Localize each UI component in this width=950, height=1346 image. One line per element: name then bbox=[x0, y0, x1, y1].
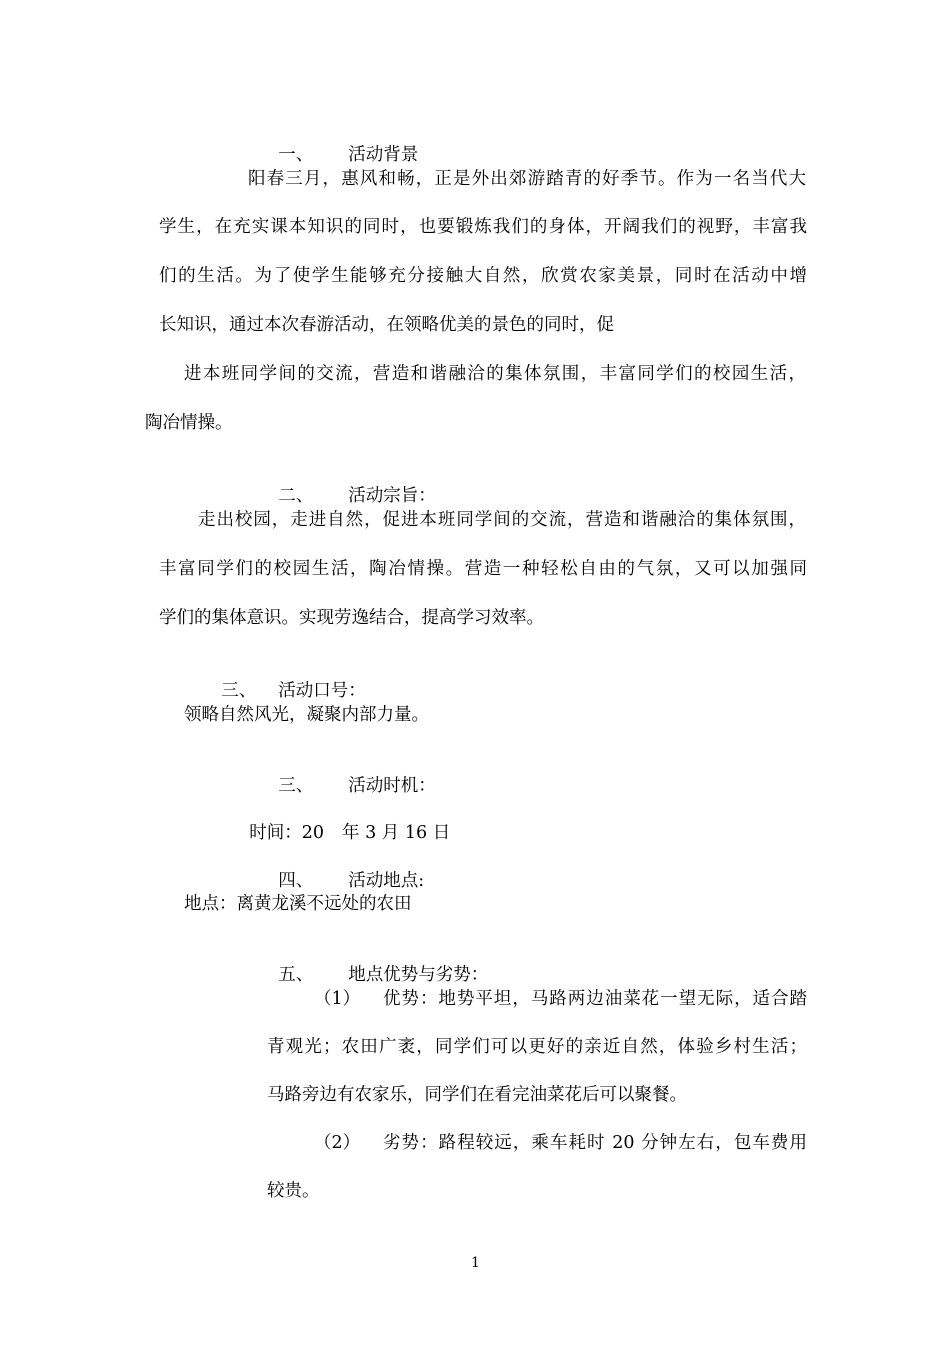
paragraph-line: 学生，在充实课本知识的同时，也要锻炼我们的身体，开阔我们的视野，丰富我 bbox=[159, 217, 807, 237]
list-item-line: 青观光；农田广袤，同学们可以更好的亲近自然，体验乡村生活； bbox=[267, 1037, 807, 1057]
section-title: 活动背景 bbox=[348, 145, 419, 165]
page-number: 1 bbox=[471, 1255, 480, 1271]
paragraph-line: 陶冶情操。 bbox=[145, 413, 233, 433]
paragraph-line: 丰富同学们的校园生活，陶冶情操。营造一种轻松自由的气氛，又可以加强同 bbox=[159, 559, 807, 579]
list-marker: （2） bbox=[314, 1133, 361, 1153]
date-year-prefix: 20 bbox=[301, 823, 325, 843]
paragraph-line: 学们的集体意识。实现劳逸结合，提高学习效率。 bbox=[159, 608, 544, 628]
paragraph-line: 长知识，通过本次春游活动，在领略优美的景色的同时，促 bbox=[159, 315, 614, 335]
section-number: 三、 bbox=[278, 776, 314, 796]
section-title: 活动宗旨： bbox=[348, 486, 436, 506]
section-number: 一、 bbox=[278, 145, 314, 165]
paragraph-line: 地点：离黄龙溪不远处的农田 bbox=[184, 894, 412, 914]
date-rest: 年 3 月 16 日 bbox=[342, 823, 451, 843]
list-item-line: 马路旁边有农家乐，同学们在看完油菜花后可以聚餐。 bbox=[267, 1085, 687, 1105]
paragraph-line: 领略自然风光，凝聚内部力量。 bbox=[184, 705, 429, 725]
paragraph-line: 进本班同学间的交流，营造和谐融洽的集体氛围，丰富同学们的校园生活， bbox=[184, 364, 806, 384]
paragraph-line: 阳春三月，惠风和畅，正是外出郊游踏青的好季节。作为一名当代大 bbox=[248, 169, 806, 189]
list-marker: （1） bbox=[314, 989, 361, 1009]
paragraph-line: 走出校园，走进自然，促进本班同学间的交流，营造和谐融洽的集体氛围， bbox=[198, 510, 806, 530]
list-item-line: 较贵。 bbox=[267, 1181, 320, 1201]
section-title: 活动地点: bbox=[348, 871, 425, 891]
section-number: 五、 bbox=[278, 965, 314, 985]
section-title: 地点优势与劣势： bbox=[348, 965, 489, 985]
section-number: 四、 bbox=[278, 871, 314, 891]
date-label: 时间： bbox=[249, 823, 302, 843]
section-title: 活动时机： bbox=[348, 776, 436, 796]
section-title: 活动口号： bbox=[278, 681, 366, 701]
list-item-line: 优势：地势平坦，马路两边油菜花一望无际，适合踏 bbox=[383, 989, 807, 1009]
section-number: 三、 bbox=[221, 681, 257, 701]
list-item-line: 劣势：路程较远，乘车耗时 20 分钟左右，包车费用 bbox=[383, 1133, 807, 1153]
paragraph-line: 们的生活。为了使学生能够充分接触大自然，欣赏农家美景，同时在活动中增 bbox=[159, 266, 807, 286]
section-number: 二、 bbox=[278, 486, 314, 506]
